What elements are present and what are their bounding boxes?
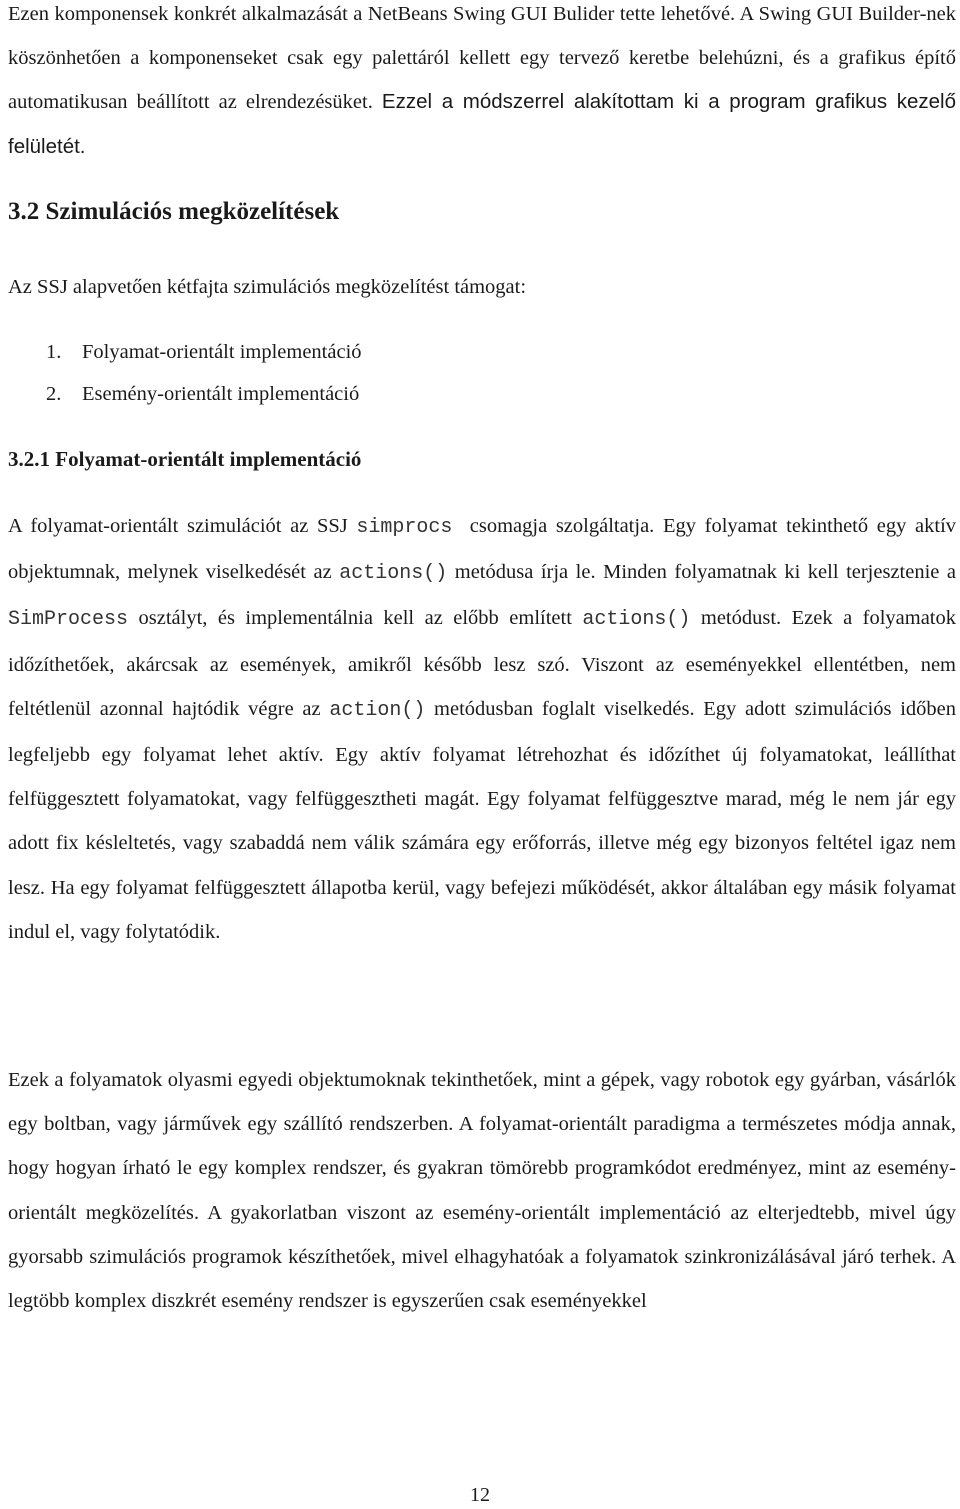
- code-simprocess: SimProcess: [8, 608, 129, 632]
- intro-text: Ezen komponensek konkrét alkalmazását a NetBeans Swing GUI Bulider tette lehetővé. A Swing GUI Builder-nek köszönhetően a komponenseket csak egy palettáról kellett egy tervező keretbe belehúzni, és a grafikus építő automatikusan beállított az elrendezésüket.: [8, 3, 956, 114]
- intro-text-sans: Ezzel a módszerrel alakítottam ki a program grafikus kezelő felületét.: [8, 90, 956, 158]
- code-actions-2: actions(): [582, 608, 691, 632]
- section-heading-3-2: 3.2 Szimulációs megközelítések: [8, 198, 340, 225]
- code-actions: actions(): [339, 562, 448, 586]
- ssj-intro-paragraph: Az SSJ alapvetően kétfajta szimulációs megközelítést támogat:: [8, 276, 527, 298]
- section-heading-3-2-1: 3.2.1 Folyamat-orientált implementáció: [8, 447, 362, 471]
- intro-paragraph: [8, 0, 956, 169]
- list-item: 1. Folyamat-orientált implementáció: [46, 341, 362, 363]
- list-item: 2. Esemény-orientált implementáció: [46, 383, 360, 405]
- page-number: 12: [470, 1484, 490, 1506]
- code-simprocs: simprocs: [356, 516, 453, 539]
- code-action: action(): [329, 698, 426, 722]
- process-paragraph: A folyamat-orientált szimulációt az SSJ simprocs csomagja szolgáltatja. Egy folyamat tekinthető egy aktív objektumnak, melynek viselkedését az actions() metódusa írja le. Minden folyamatnak ki kell terjesztenie a SimProcess osztályt, és implementálnia kell az előbb említett actions() metódust. Ezek a folyamatok időzíthetőek, akárcsak az események, amikről később lesz szó. Viszont az eseményekkel ellentétben, nem feltétlenül azonnal hajtódik végre az action() metódusban foglalt viselkedés. Egy adott szimulációs időben legfeljebb egy folyamat lehet aktív. Egy aktív folyamat létrehozhat és időzíthet új folyamatokat, leállíthat felfüggesztett folyamatokat, vagy felfüggesztheti magát. Egy folyamat felfüggesztve marad, még le nem jár egy adott fix késleltetés, vagy szabaddá nem válik számára egy erőforrás, illetve még egy bizonyos feltétel igaz nem lesz. Ha egy folyamat felfüggesztett állapotba kerül, vagy befejezi működését, akkor általában egy másik folyamat indul el, vagy folytatódik.: [8, 515, 957, 943]
- examples-paragraph: Ezek a folyamatok olyasmi egyedi objektumoknak tekinthetőek, mint a gépek, vagy robotok egy gyárban, vásárlók egy boltban, vagy járművek egy szállító rendszerben. A folyamat-orientált paradigma a természetes módja annak, hogy hogyan írható le egy komplex rendszer, és gyakran tömörebb programkódot eredményez, mint az esemény-orientált megközelítés. A gyakorlatban viszont az esemény-orientált implementáció az elterjedtebb, mivel úgy gyorsabb szimulációs programok készíthetőek, mivel elhagyhatóak a folyamatok szinkronizálásával járó terhek. A legtöbb komplex diszkrét esemény rendszer is egyszerűen csak eseményekkel: [8, 1069, 956, 1313]
- approach-list: [46, 331, 362, 415]
